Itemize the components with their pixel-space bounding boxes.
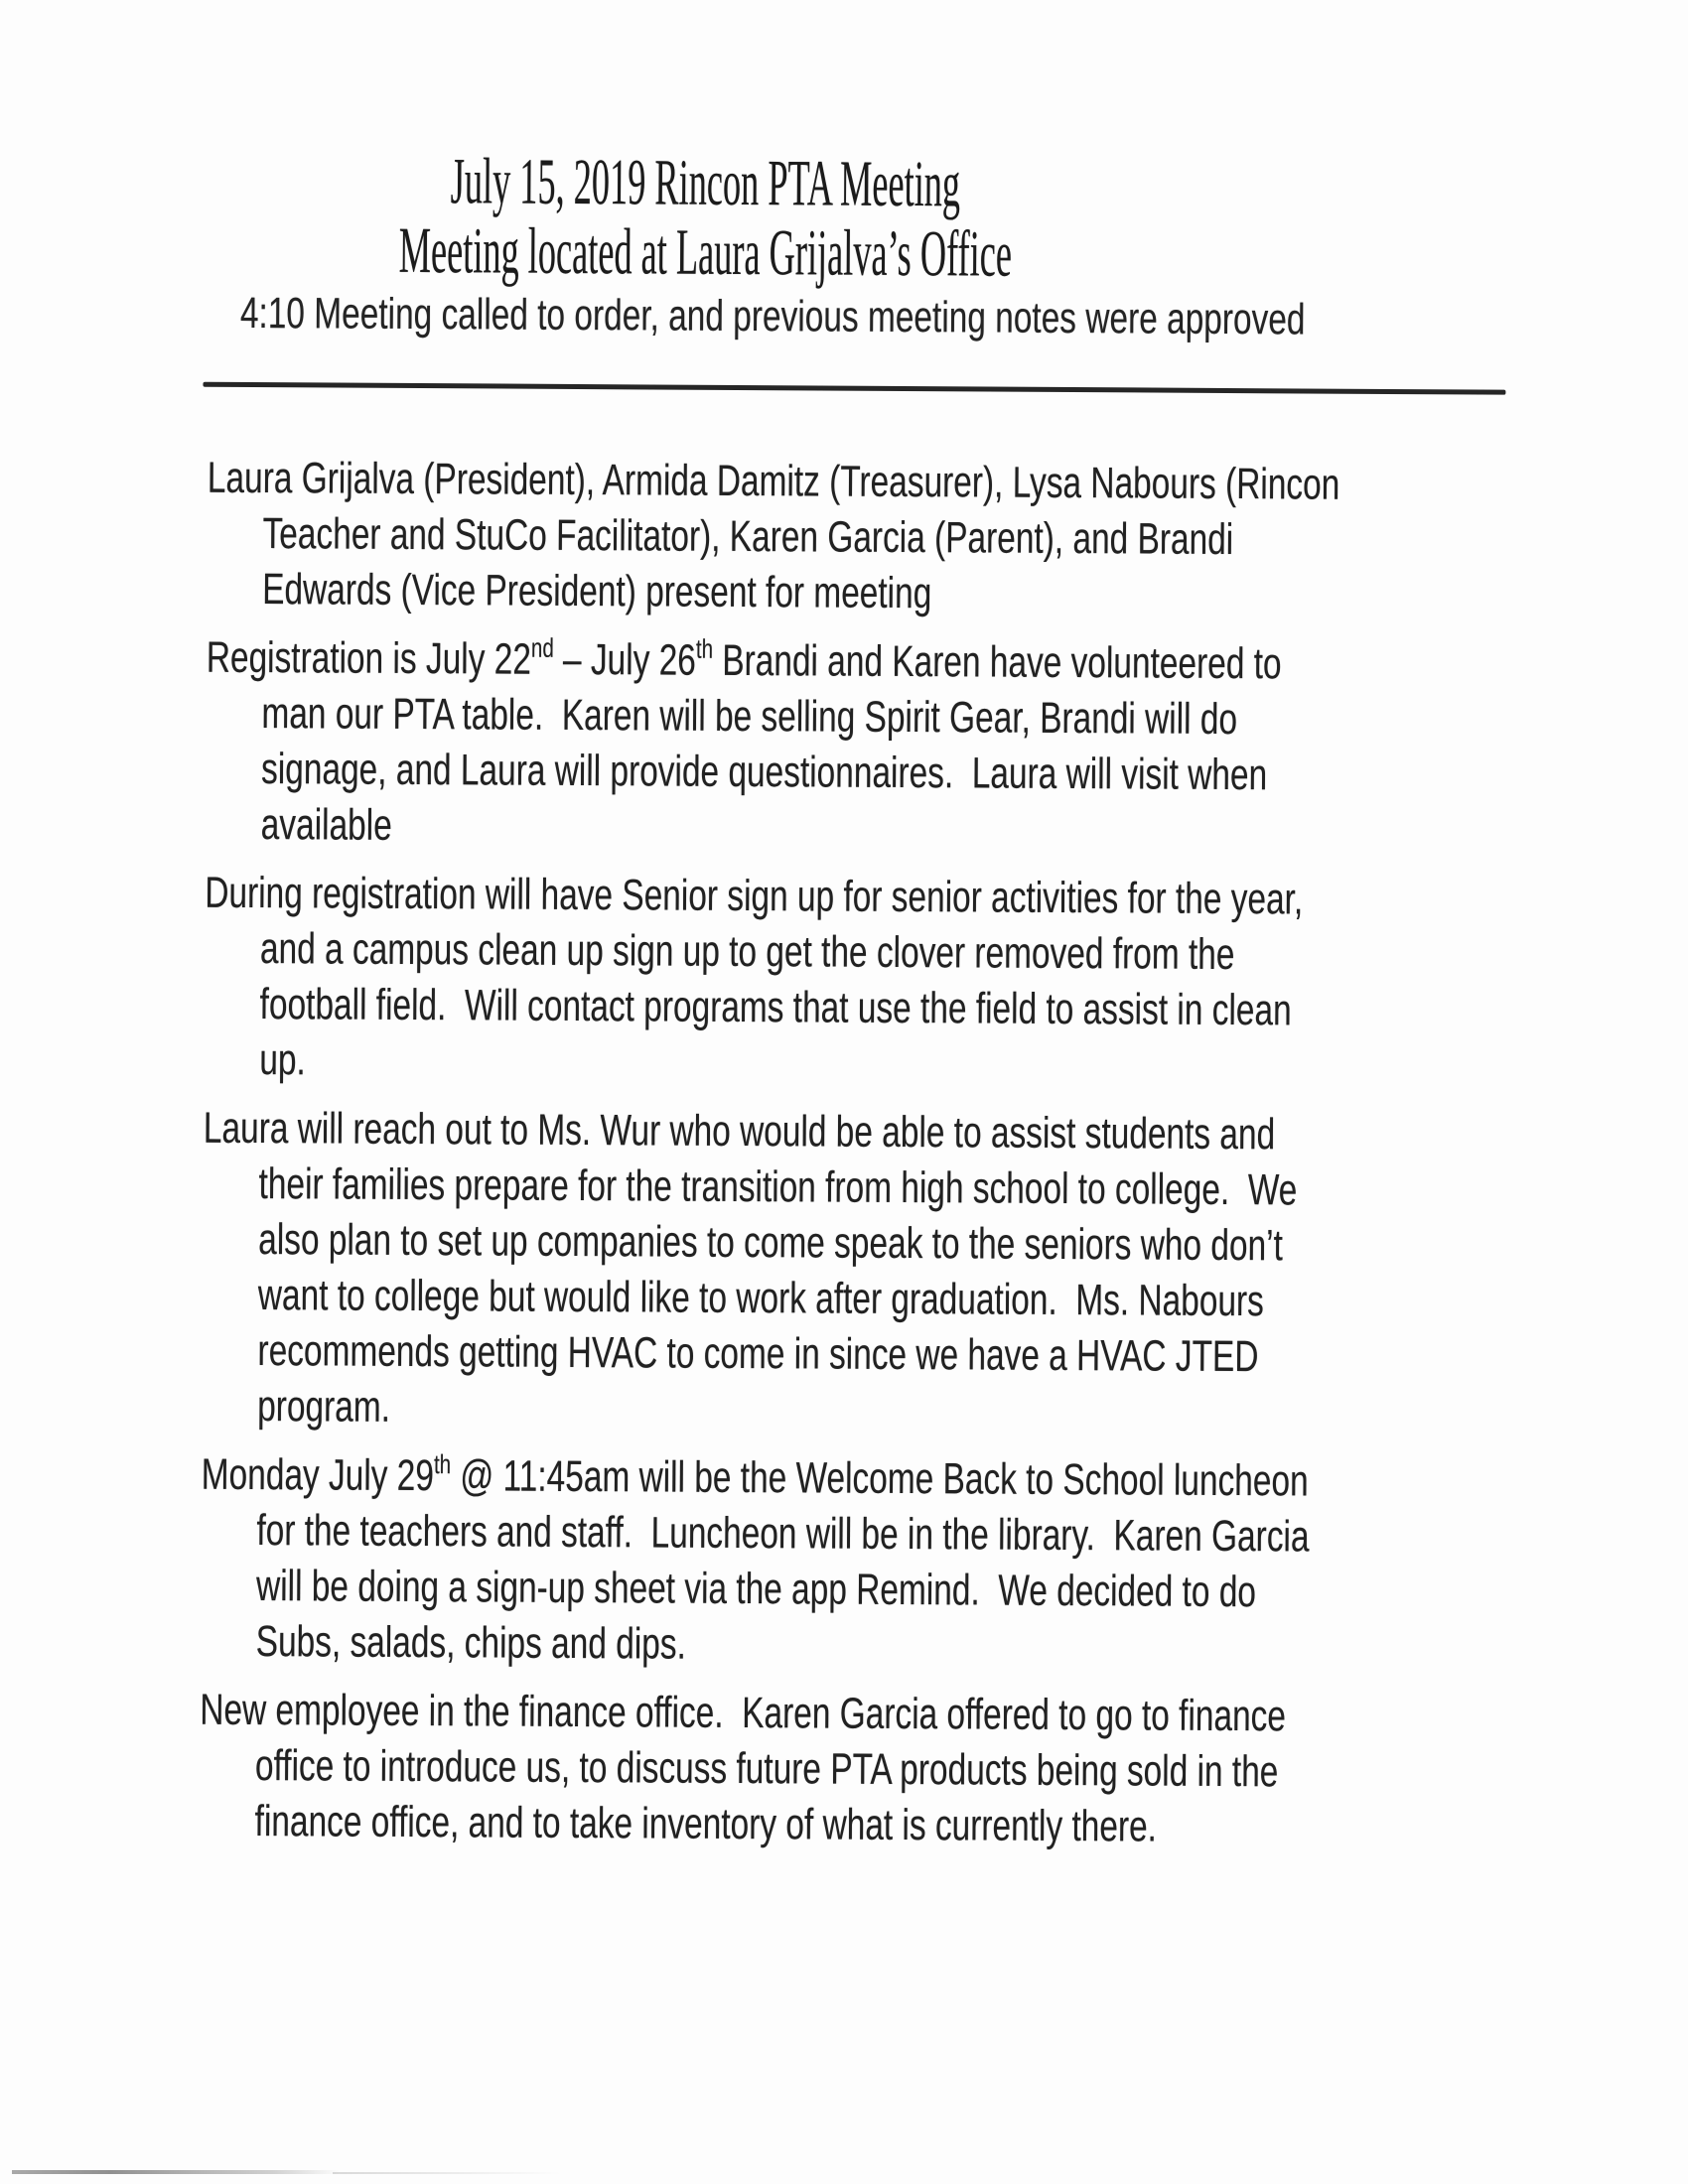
meeting-notes-body <box>0 449 1687 1870</box>
text-line: also plan to set up companies to come speak to the seniors who don’t <box>258 1215 1284 1271</box>
text-line: and a campus clean up sign up to get the clover removed from the <box>259 924 1235 980</box>
paragraph-luncheon <box>0 1445 1681 1678</box>
text-line: finance office, and to take inventory of what is currently there. <box>254 1797 1158 1851</box>
paragraph-college-transition <box>0 1099 1683 1442</box>
header-divider-rule <box>203 382 1505 395</box>
text-line: want to college but would like to work after graduation. Ms. Nabours <box>257 1271 1265 1326</box>
ordinal-superscript: nd <box>530 632 554 663</box>
text-line: During registration will have Senior sign up for senior activities for the year, <box>205 868 1304 924</box>
text-line: Teacher and StuCo Facilitator), Karen Garcia (Parent), and Brandi <box>262 509 1234 565</box>
title-text: July 15, 2019 Rincon PTA Meeting <box>450 145 961 221</box>
scan-artifact-streak-faint <box>333 2172 561 2174</box>
ordinal-superscript: th <box>433 1449 452 1480</box>
text-line: up. <box>259 1035 306 1085</box>
text-line: football field. Will contact programs that use the field to assist in clean <box>259 980 1292 1035</box>
text-line: will be doing a sign-up sheet via the app Remind. We decided to do <box>255 1562 1257 1617</box>
text-line: for the teachers and staff. Luncheon will be in the library. Karen Garcia <box>256 1506 1310 1562</box>
scan-artifact-streak <box>12 2170 340 2174</box>
text-segment: – July 26 <box>553 634 697 685</box>
text-line: program. <box>257 1382 391 1432</box>
text-line: signage, and Laura will provide questionnaires. Laura will visit when <box>260 745 1268 800</box>
text-line: man our PTA table. Karen will be selling Spirit Gear, Brandi will do <box>261 689 1238 745</box>
text-line: recommends getting HVAC to come in since we have a HVAC JTED <box>257 1326 1259 1382</box>
text-line <box>207 630 1332 693</box>
text-line: Edwards (Vice President) present for meeting <box>262 565 932 618</box>
text-line: Subs, salads, chips and dips. <box>255 1617 686 1669</box>
meeting-subtitle: 4:10 Meeting called to order, and previous meeting notes were approved <box>239 288 1306 344</box>
text-line <box>202 1447 1327 1510</box>
ordinal-superscript: th <box>695 633 714 664</box>
text-line: New employee in the finance office. Karen Garcia offered to go to finance <box>200 1685 1287 1741</box>
paragraph-attendees <box>0 449 1687 625</box>
text-segment: Brandi and Karen have volunteered to <box>712 635 1282 689</box>
text-line: available <box>260 800 392 850</box>
text-line: their families prepare for the transition from high school to college. We <box>258 1160 1298 1215</box>
text-segment: Registration is July 22 <box>206 632 532 684</box>
document-title-line1 <box>1 146 1411 220</box>
text-line: office to introduce us, to discuss future PTA products being sold in the <box>254 1741 1279 1797</box>
text-line: Laura Grijalva (President), Armida Damitz (Treasurer), Lysa Nabours (Rincon <box>207 453 1340 509</box>
text-line: Laura will reach out to Ms. Wur who would be able to assist students and <box>203 1103 1276 1160</box>
paragraph-senior-signup <box>0 864 1684 1096</box>
paragraph-registration <box>0 628 1686 861</box>
text-segment: Monday July 29 <box>201 1449 435 1501</box>
document-title-line2 <box>0 215 1410 290</box>
title-text: Meeting located at Laura Grijalva’s Office <box>398 213 1013 291</box>
text-segment: @ 11:45am will be the Welcome Back to School luncheon <box>450 1451 1309 1506</box>
paragraph-finance-office <box>0 1681 1679 1857</box>
